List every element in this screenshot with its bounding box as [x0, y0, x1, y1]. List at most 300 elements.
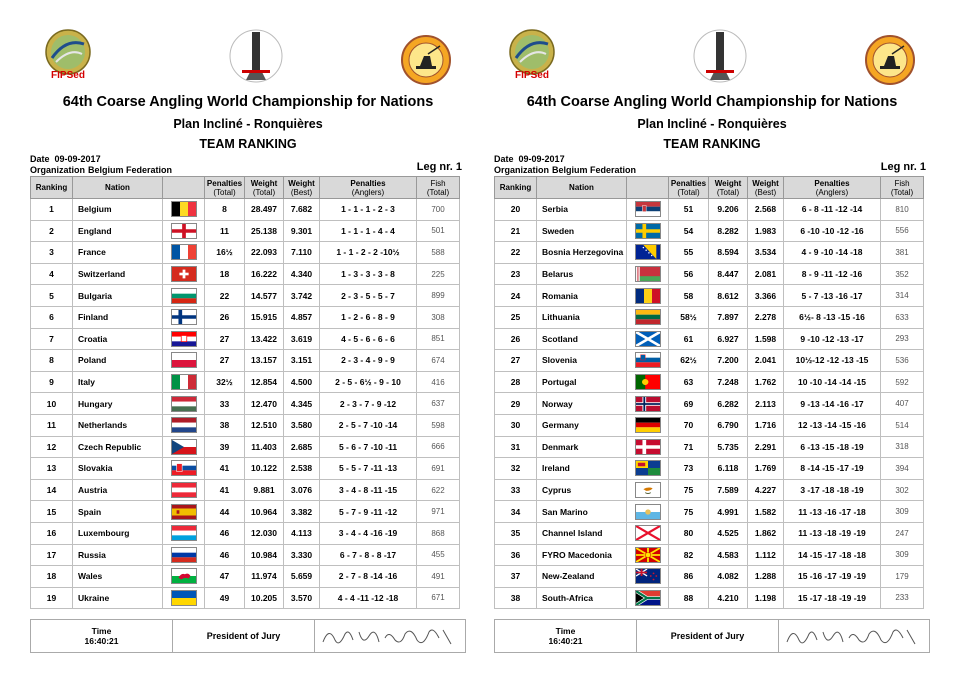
- penalties-anglers-cell: 1 - 1 - 1 - 2 - 3: [320, 199, 417, 221]
- flag-cell: [163, 544, 205, 566]
- flag-cell: [163, 393, 205, 415]
- weight-best-cell: 3.570: [284, 587, 320, 609]
- table-row: [31, 458, 460, 480]
- time-label: Time: [555, 626, 576, 636]
- fish-total-cell: 455: [417, 544, 460, 566]
- organization-value: Belgium Federation: [552, 165, 637, 175]
- rank-cell: 37: [495, 566, 537, 588]
- weight-best-cell: 4.857: [284, 306, 320, 328]
- rank-cell: 7: [31, 328, 73, 350]
- weight-total-cell: 7.589: [709, 479, 748, 501]
- fish-total-cell: 309: [881, 544, 924, 566]
- wales-flag-icon: [171, 568, 197, 584]
- weight-best-cell: 3.151: [284, 350, 320, 372]
- fish-total-cell: 308: [417, 306, 460, 328]
- serbia-flag-icon: [635, 201, 661, 217]
- weight-best-cell: 1.983: [748, 220, 784, 242]
- penalties-anglers-cell: 2 - 7 - 8 -14 -16: [320, 566, 417, 588]
- nation-cell: Romania: [537, 285, 627, 307]
- southafrica-flag-icon: [635, 590, 661, 606]
- time-value: 16:40:21: [548, 636, 583, 646]
- penalties-total-cell: 88: [669, 587, 709, 609]
- header-penalties-anglers: Penalties (Anglers): [784, 177, 881, 199]
- penalties-total-cell: 49: [205, 587, 245, 609]
- penalties-anglers-cell: 8 -14 -15 -17 -19: [784, 458, 881, 480]
- croatia-flag-icon: [171, 331, 197, 347]
- fish-total-cell: 868: [417, 522, 460, 544]
- header-ranking: Ranking: [495, 177, 537, 199]
- rank-cell: 34: [495, 501, 537, 523]
- flag-cell: [163, 263, 205, 285]
- lithuania-flag-icon: [635, 309, 661, 325]
- penalties-total-cell: 62½: [669, 350, 709, 372]
- austria-flag-icon: [171, 482, 197, 498]
- fish-total-cell: 851: [417, 328, 460, 350]
- flag-cell: [627, 285, 669, 307]
- penalties-anglers-cell: 4 - 5 - 6 - 6 - 6: [320, 328, 417, 350]
- header-weight-total: Weight (Total): [709, 177, 748, 199]
- nation-cell: New-Zealand: [537, 566, 627, 588]
- championship-monument-logo: [228, 26, 284, 88]
- header-weight-total: Weight (Total): [245, 177, 284, 199]
- weight-best-cell: 4.227: [748, 479, 784, 501]
- table-row: [31, 220, 460, 242]
- weight-total-cell: 4.210: [709, 587, 748, 609]
- rank-cell: 4: [31, 263, 73, 285]
- flag-cell: [627, 350, 669, 372]
- weight-best-cell: 1.582: [748, 501, 784, 523]
- header-penalties-anglers: Penalties (Anglers): [320, 177, 417, 199]
- weight-total-cell: 8.447: [709, 263, 748, 285]
- penalties-total-cell: 16½: [205, 242, 245, 264]
- penalties-anglers-cell: 6 - 7 - 8 - 8 -17: [320, 544, 417, 566]
- championship-title: 64th Coarse Angling World Championship for Nations: [62, 94, 434, 110]
- rank-cell: 36: [495, 544, 537, 566]
- ranking-sheet-left: [30, 0, 466, 677]
- weight-best-cell: 3.534: [748, 242, 784, 264]
- rank-cell: 12: [31, 436, 73, 458]
- penalties-total-cell: 38: [205, 414, 245, 436]
- czech-flag-icon: [171, 439, 197, 455]
- table-row: [31, 242, 460, 264]
- flag-cell: [627, 242, 669, 264]
- fipsed-logo: [504, 28, 560, 82]
- ranking-rows-right: [495, 199, 924, 609]
- penalties-anglers-cell: 3 - 4 - 8 -11 -15: [320, 479, 417, 501]
- netherlands-flag-icon: [171, 417, 197, 433]
- fish-total-cell: 247: [881, 522, 924, 544]
- venue-subtitle: Plan Incliné - Ronquières: [637, 117, 787, 131]
- penalties-anglers-cell: 15 -17 -18 -19 -19: [784, 587, 881, 609]
- fish-total-cell: 491: [417, 566, 460, 588]
- penalties-anglers-cell: 5 - 6 - 7 -10 -11: [320, 436, 417, 458]
- rank-cell: 35: [495, 522, 537, 544]
- fish-total-cell: 971: [417, 501, 460, 523]
- fipsed-logo: [40, 28, 96, 82]
- rank-cell: 19: [31, 587, 73, 609]
- flag-cell: [163, 306, 205, 328]
- flag-cell: [627, 436, 669, 458]
- switzerland-flag-icon: [171, 266, 197, 282]
- table-row: [31, 306, 460, 328]
- fish-total-cell: 302: [881, 479, 924, 501]
- table-row: [495, 306, 924, 328]
- penalties-total-cell: 39: [205, 436, 245, 458]
- weight-total-cell: 22.093: [245, 242, 284, 264]
- flag-cell: [163, 414, 205, 436]
- weight-best-cell: 3.076: [284, 479, 320, 501]
- penalties-anglers-cell: 2 - 3 - 5 - 5 - 7: [320, 285, 417, 307]
- signature: [315, 620, 465, 652]
- romania-flag-icon: [635, 288, 661, 304]
- flag-cell: [163, 220, 205, 242]
- rank-cell: 22: [495, 242, 537, 264]
- table-row: [495, 242, 924, 264]
- penalties-total-cell: 44: [205, 501, 245, 523]
- penalties-anglers-cell: 5 - 7 - 9 -11 -12: [320, 501, 417, 523]
- penalties-total-cell: 27: [205, 328, 245, 350]
- fish-total-cell: 501: [417, 220, 460, 242]
- rank-cell: 33: [495, 479, 537, 501]
- ranking-table-left: [30, 176, 460, 609]
- weight-total-cell: 7.248: [709, 371, 748, 393]
- weight-best-cell: 7.682: [284, 199, 320, 221]
- penalties-anglers-cell: 3 - 4 - 4 -16 -19: [320, 522, 417, 544]
- penalties-total-cell: 56: [669, 263, 709, 285]
- weight-total-cell: 4.583: [709, 544, 748, 566]
- table-header-row: [495, 177, 924, 199]
- nation-cell: Netherlands: [73, 414, 163, 436]
- penalties-total-cell: 63: [669, 371, 709, 393]
- penalties-total-cell: 47: [205, 566, 245, 588]
- nation-cell: Denmark: [537, 436, 627, 458]
- date-label: Date: [494, 154, 514, 164]
- table-row: [495, 458, 924, 480]
- venue-subtitle: Plan Incliné - Ronquières: [173, 117, 323, 131]
- penalties-anglers-cell: 5 - 7 -13 -16 -17: [784, 285, 881, 307]
- weight-best-cell: 7.110: [284, 242, 320, 264]
- ranking-rows-left: [31, 199, 460, 609]
- nation-cell: Luxembourg: [73, 522, 163, 544]
- weight-total-cell: 8.594: [709, 242, 748, 264]
- flag-cell: [163, 371, 205, 393]
- table-row: [31, 522, 460, 544]
- signature: [779, 620, 929, 652]
- penalties-anglers-cell: 1 - 1 - 1 - 4 - 4: [320, 220, 417, 242]
- ranking-sheet-right: [494, 0, 930, 677]
- weight-total-cell: 25.138: [245, 220, 284, 242]
- rank-cell: 11: [31, 414, 73, 436]
- penalties-anglers-cell: 6 -10 -10 -12 -16: [784, 220, 881, 242]
- nation-cell: Ukraine: [73, 587, 163, 609]
- ranking-table-right: [494, 176, 924, 609]
- rank-cell: 17: [31, 544, 73, 566]
- footer-bar: [30, 619, 466, 653]
- penalties-total-cell: 26: [205, 306, 245, 328]
- nation-cell: Slovenia: [537, 350, 627, 372]
- rank-cell: 15: [31, 501, 73, 523]
- nation-cell: Czech Republic: [73, 436, 163, 458]
- fish-total-cell: 514: [881, 414, 924, 436]
- penalties-anglers-cell: 1 - 3 - 3 - 3 - 8: [320, 263, 417, 285]
- penalties-anglers-cell: 12 -13 -14 -15 -16: [784, 414, 881, 436]
- table-row: [31, 263, 460, 285]
- header-flag: [627, 177, 669, 199]
- weight-total-cell: 5.735: [709, 436, 748, 458]
- weight-best-cell: 9.301: [284, 220, 320, 242]
- weight-best-cell: 2.041: [748, 350, 784, 372]
- date-label: Date: [30, 154, 50, 164]
- fish-total-cell: 622: [417, 479, 460, 501]
- fish-total-cell: 666: [417, 436, 460, 458]
- fish-total-cell: 309: [881, 501, 924, 523]
- fish-total-cell: 700: [417, 199, 460, 221]
- penalties-total-cell: 75: [669, 501, 709, 523]
- weight-best-cell: 2.278: [748, 306, 784, 328]
- italy-flag-icon: [171, 374, 197, 390]
- penalties-total-cell: 46: [205, 522, 245, 544]
- fish-total-cell: 592: [881, 371, 924, 393]
- penalties-total-cell: 80: [669, 522, 709, 544]
- table-row: [31, 566, 460, 588]
- weight-best-cell: 2.568: [748, 199, 784, 221]
- flag-cell: [163, 479, 205, 501]
- penalties-total-cell: 22: [205, 285, 245, 307]
- penalties-total-cell: 8: [205, 199, 245, 221]
- organization-label: Organization: [30, 165, 86, 175]
- rank-cell: 1: [31, 199, 73, 221]
- penalties-anglers-cell: 6 - 8 -11 -12 -14: [784, 199, 881, 221]
- penalties-total-cell: 82: [669, 544, 709, 566]
- weight-best-cell: 4.500: [284, 371, 320, 393]
- footer-bar: [494, 619, 930, 653]
- header-ranking: Ranking: [31, 177, 73, 199]
- table-row: [495, 220, 924, 242]
- flag-cell: [627, 414, 669, 436]
- penalties-anglers-cell: 11 -13 -18 -19 -19: [784, 522, 881, 544]
- sweden-flag-icon: [635, 223, 661, 239]
- table-row: [495, 199, 924, 221]
- fish-total-cell: 407: [881, 393, 924, 415]
- table-row: [495, 501, 924, 523]
- club-logo: [864, 34, 916, 86]
- macedonia-flag-icon: [635, 547, 661, 563]
- nation-cell: Belgium: [73, 199, 163, 221]
- weight-total-cell: 11.403: [245, 436, 284, 458]
- flag-cell: [163, 328, 205, 350]
- flag-cell: [627, 220, 669, 242]
- table-header-row: [31, 177, 460, 199]
- weight-total-cell: 15.915: [245, 306, 284, 328]
- penalties-anglers-cell: 14 -15 -17 -18 -18: [784, 544, 881, 566]
- weight-best-cell: 3.330: [284, 544, 320, 566]
- penalties-anglers-cell: 2 - 3 - 4 - 9 - 9: [320, 350, 417, 372]
- penalties-anglers-cell: 9 -13 -14 -16 -17: [784, 393, 881, 415]
- time-cell: [31, 620, 173, 652]
- france-flag-icon: [171, 244, 197, 260]
- weight-best-cell: 4.113: [284, 522, 320, 544]
- weight-best-cell: 2.113: [748, 393, 784, 415]
- weight-best-cell: 2.291: [748, 436, 784, 458]
- leg-number: Leg nr. 1: [880, 161, 926, 173]
- penalties-anglers-cell: 2 - 5 - 6½ - 9 - 10: [320, 371, 417, 393]
- ireland-flag-icon: [635, 460, 661, 476]
- fish-total-cell: 314: [881, 285, 924, 307]
- leg-number: Leg nr. 1: [416, 161, 462, 173]
- penalties-anglers-cell: 4 - 4 -11 -12 -18: [320, 587, 417, 609]
- nation-cell: South-Africa: [537, 587, 627, 609]
- team-ranking-heading: TEAM RANKING: [199, 137, 297, 151]
- penalties-anglers-cell: 8 - 9 -11 -12 -16: [784, 263, 881, 285]
- penalties-anglers-cell: 1 - 1 - 2 - 2 -10½: [320, 242, 417, 264]
- fish-total-cell: 588: [417, 242, 460, 264]
- header-weight-best: Weight (Best): [284, 177, 320, 199]
- rank-cell: 26: [495, 328, 537, 350]
- weight-total-cell: 12.510: [245, 414, 284, 436]
- weight-total-cell: 8.282: [709, 220, 748, 242]
- header-fish-total: Fish (Total): [417, 177, 460, 199]
- fish-total-cell: 556: [881, 220, 924, 242]
- signature-scribble: [779, 620, 929, 652]
- svg-text:FIPSed: FIPSed: [515, 70, 549, 81]
- weight-total-cell: 10.984: [245, 544, 284, 566]
- fish-total-cell: 810: [881, 199, 924, 221]
- rank-cell: 27: [495, 350, 537, 372]
- fish-total-cell: 536: [881, 350, 924, 372]
- date-value: 09-09-2017: [518, 154, 565, 164]
- penalties-total-cell: 71: [669, 436, 709, 458]
- table-row: [31, 199, 460, 221]
- nation-cell: San Marino: [537, 501, 627, 523]
- penalties-total-cell: 51: [669, 199, 709, 221]
- weight-best-cell: 5.659: [284, 566, 320, 588]
- nation-cell: Serbia: [537, 199, 627, 221]
- nation-cell: Cyprus: [537, 479, 627, 501]
- organization-value: Belgium Federation: [88, 165, 173, 175]
- rank-cell: 6: [31, 306, 73, 328]
- penalties-total-cell: 18: [205, 263, 245, 285]
- table-row: [31, 285, 460, 307]
- table-row: [31, 436, 460, 458]
- team-ranking-heading: TEAM RANKING: [663, 137, 761, 151]
- rank-cell: 14: [31, 479, 73, 501]
- weight-best-cell: 3.580: [284, 414, 320, 436]
- nation-cell: FYRO Macedonia: [537, 544, 627, 566]
- weight-best-cell: 4.340: [284, 263, 320, 285]
- penalties-anglers-cell: 9 -10 -12 -13 -17: [784, 328, 881, 350]
- penalties-total-cell: 69: [669, 393, 709, 415]
- slovenia-flag-icon: [635, 352, 661, 368]
- fish-total-cell: 691: [417, 458, 460, 480]
- channel-flag-icon: [635, 525, 661, 541]
- penalties-anglers-cell: 1 - 2 - 6 - 8 - 9: [320, 306, 417, 328]
- rank-cell: 18: [31, 566, 73, 588]
- bulgaria-flag-icon: [171, 288, 197, 304]
- nation-cell: Portugal: [537, 371, 627, 393]
- rank-cell: 5: [31, 285, 73, 307]
- nation-cell: England: [73, 220, 163, 242]
- flag-cell: [627, 479, 669, 501]
- weight-total-cell: 9.206: [709, 199, 748, 221]
- penalties-total-cell: 41: [205, 479, 245, 501]
- rank-cell: 24: [495, 285, 537, 307]
- rank-cell: 32: [495, 458, 537, 480]
- table-row: [495, 522, 924, 544]
- flag-cell: [627, 328, 669, 350]
- weight-best-cell: 1.762: [748, 371, 784, 393]
- rank-cell: 28: [495, 371, 537, 393]
- nation-cell: Germany: [537, 414, 627, 436]
- president-of-jury-label: President of Jury: [173, 620, 315, 652]
- russia-flag-icon: [171, 547, 197, 563]
- flag-cell: [627, 501, 669, 523]
- flag-cell: [163, 199, 205, 221]
- nation-cell: Norway: [537, 393, 627, 415]
- weight-total-cell: 12.030: [245, 522, 284, 544]
- belarus-flag-icon: [635, 266, 661, 282]
- fish-total-cell: 416: [417, 371, 460, 393]
- weight-total-cell: 10.964: [245, 501, 284, 523]
- table-row: [495, 285, 924, 307]
- flag-cell: [627, 544, 669, 566]
- penalties-total-cell: 73: [669, 458, 709, 480]
- table-row: [495, 263, 924, 285]
- table-row: [495, 479, 924, 501]
- penalties-anglers-cell: 11 -13 -16 -17 -18: [784, 501, 881, 523]
- weight-total-cell: 28.497: [245, 199, 284, 221]
- rank-cell: 21: [495, 220, 537, 242]
- nation-cell: Croatia: [73, 328, 163, 350]
- rank-cell: 16: [31, 522, 73, 544]
- date-line: [494, 154, 565, 164]
- sanmarino-flag-icon: [635, 504, 661, 520]
- penalties-total-cell: 86: [669, 566, 709, 588]
- denmark-flag-icon: [635, 439, 661, 455]
- nation-cell: Italy: [73, 371, 163, 393]
- weight-total-cell: 14.577: [245, 285, 284, 307]
- header-nation: Nation: [537, 177, 627, 199]
- fish-total-cell: 318: [881, 436, 924, 458]
- flag-cell: [163, 242, 205, 264]
- flag-cell: [627, 371, 669, 393]
- weight-total-cell: 6.790: [709, 414, 748, 436]
- nation-cell: Poland: [73, 350, 163, 372]
- table-row: [495, 436, 924, 458]
- logo-bar: [494, 0, 930, 92]
- flag-cell: [163, 436, 205, 458]
- rank-cell: 30: [495, 414, 537, 436]
- weight-best-cell: 1.112: [748, 544, 784, 566]
- weight-best-cell: 2.685: [284, 436, 320, 458]
- penalties-total-cell: 54: [669, 220, 709, 242]
- penalties-anglers-cell: 10½-12 -12 -13 -15: [784, 350, 881, 372]
- time-label: Time: [91, 626, 112, 636]
- penalties-anglers-cell: 4 - 9 -10 -14 -18: [784, 242, 881, 264]
- weight-best-cell: 3.382: [284, 501, 320, 523]
- penalties-anglers-cell: 10 -10 -14 -14 -15: [784, 371, 881, 393]
- rank-cell: 38: [495, 587, 537, 609]
- meta-info: [30, 154, 466, 176]
- penalties-total-cell: 41: [205, 458, 245, 480]
- penalties-total-cell: 46: [205, 544, 245, 566]
- weight-best-cell: 3.366: [748, 285, 784, 307]
- table-row: [31, 371, 460, 393]
- rank-cell: 2: [31, 220, 73, 242]
- president-of-jury-label: President of Jury: [637, 620, 779, 652]
- scotland-flag-icon: [635, 331, 661, 347]
- table-row: [31, 479, 460, 501]
- rank-cell: 25: [495, 306, 537, 328]
